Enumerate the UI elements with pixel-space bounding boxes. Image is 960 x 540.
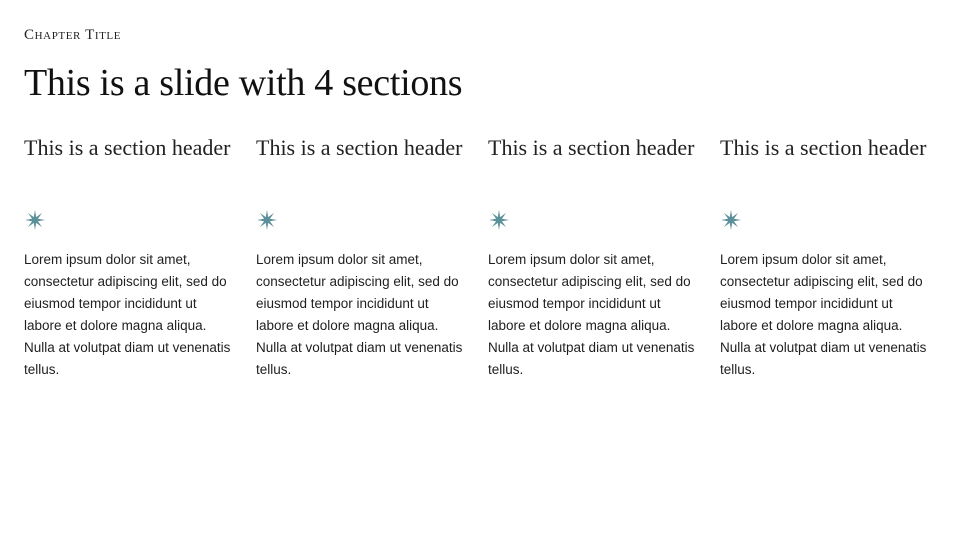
section-body: Lorem ipsum dolor sit amet, consectetur adipiscing elit, sed do eiusmod tempor incididunt ut labore et dolore magna aliqua. Nulla at volutpat diam ut venenatis tellus. [720, 252, 927, 377]
section-body: Lorem ipsum dolor sit amet, consectetur adipiscing elit, sed do eiusmod tempor incididunt ut labore et dolore magna aliqua. Nulla at volutpat diam ut venenatis tellus. [488, 252, 695, 377]
star-icon [256, 209, 278, 231]
chapter-title: Chapter Title [24, 27, 122, 43]
section-1 [24, 136, 236, 381]
section-3 [488, 136, 700, 381]
star-icon [720, 209, 742, 231]
star-icon [24, 209, 46, 231]
section-body: Lorem ipsum dolor sit amet, consectetur adipiscing elit, sed do eiusmod tempor incididunt ut labore et dolore magna aliqua. Nulla at volutpat diam ut venenatis tellus. [24, 252, 231, 377]
section-header: This is a section header [720, 135, 927, 160]
section-4 [720, 136, 932, 381]
slide-title: This is a slide with 4 sections [24, 62, 463, 104]
section-header: This is a section header [488, 135, 695, 160]
section-header: This is a section header [24, 135, 231, 160]
sections-row [24, 136, 936, 396]
section-2 [256, 136, 468, 381]
section-body: Lorem ipsum dolor sit amet, consectetur adipiscing elit, sed do eiusmod tempor incididunt ut labore et dolore magna aliqua. Nulla at volutpat diam ut venenatis tellus. [256, 252, 463, 377]
section-header: This is a section header [256, 135, 463, 160]
star-icon [488, 209, 510, 231]
